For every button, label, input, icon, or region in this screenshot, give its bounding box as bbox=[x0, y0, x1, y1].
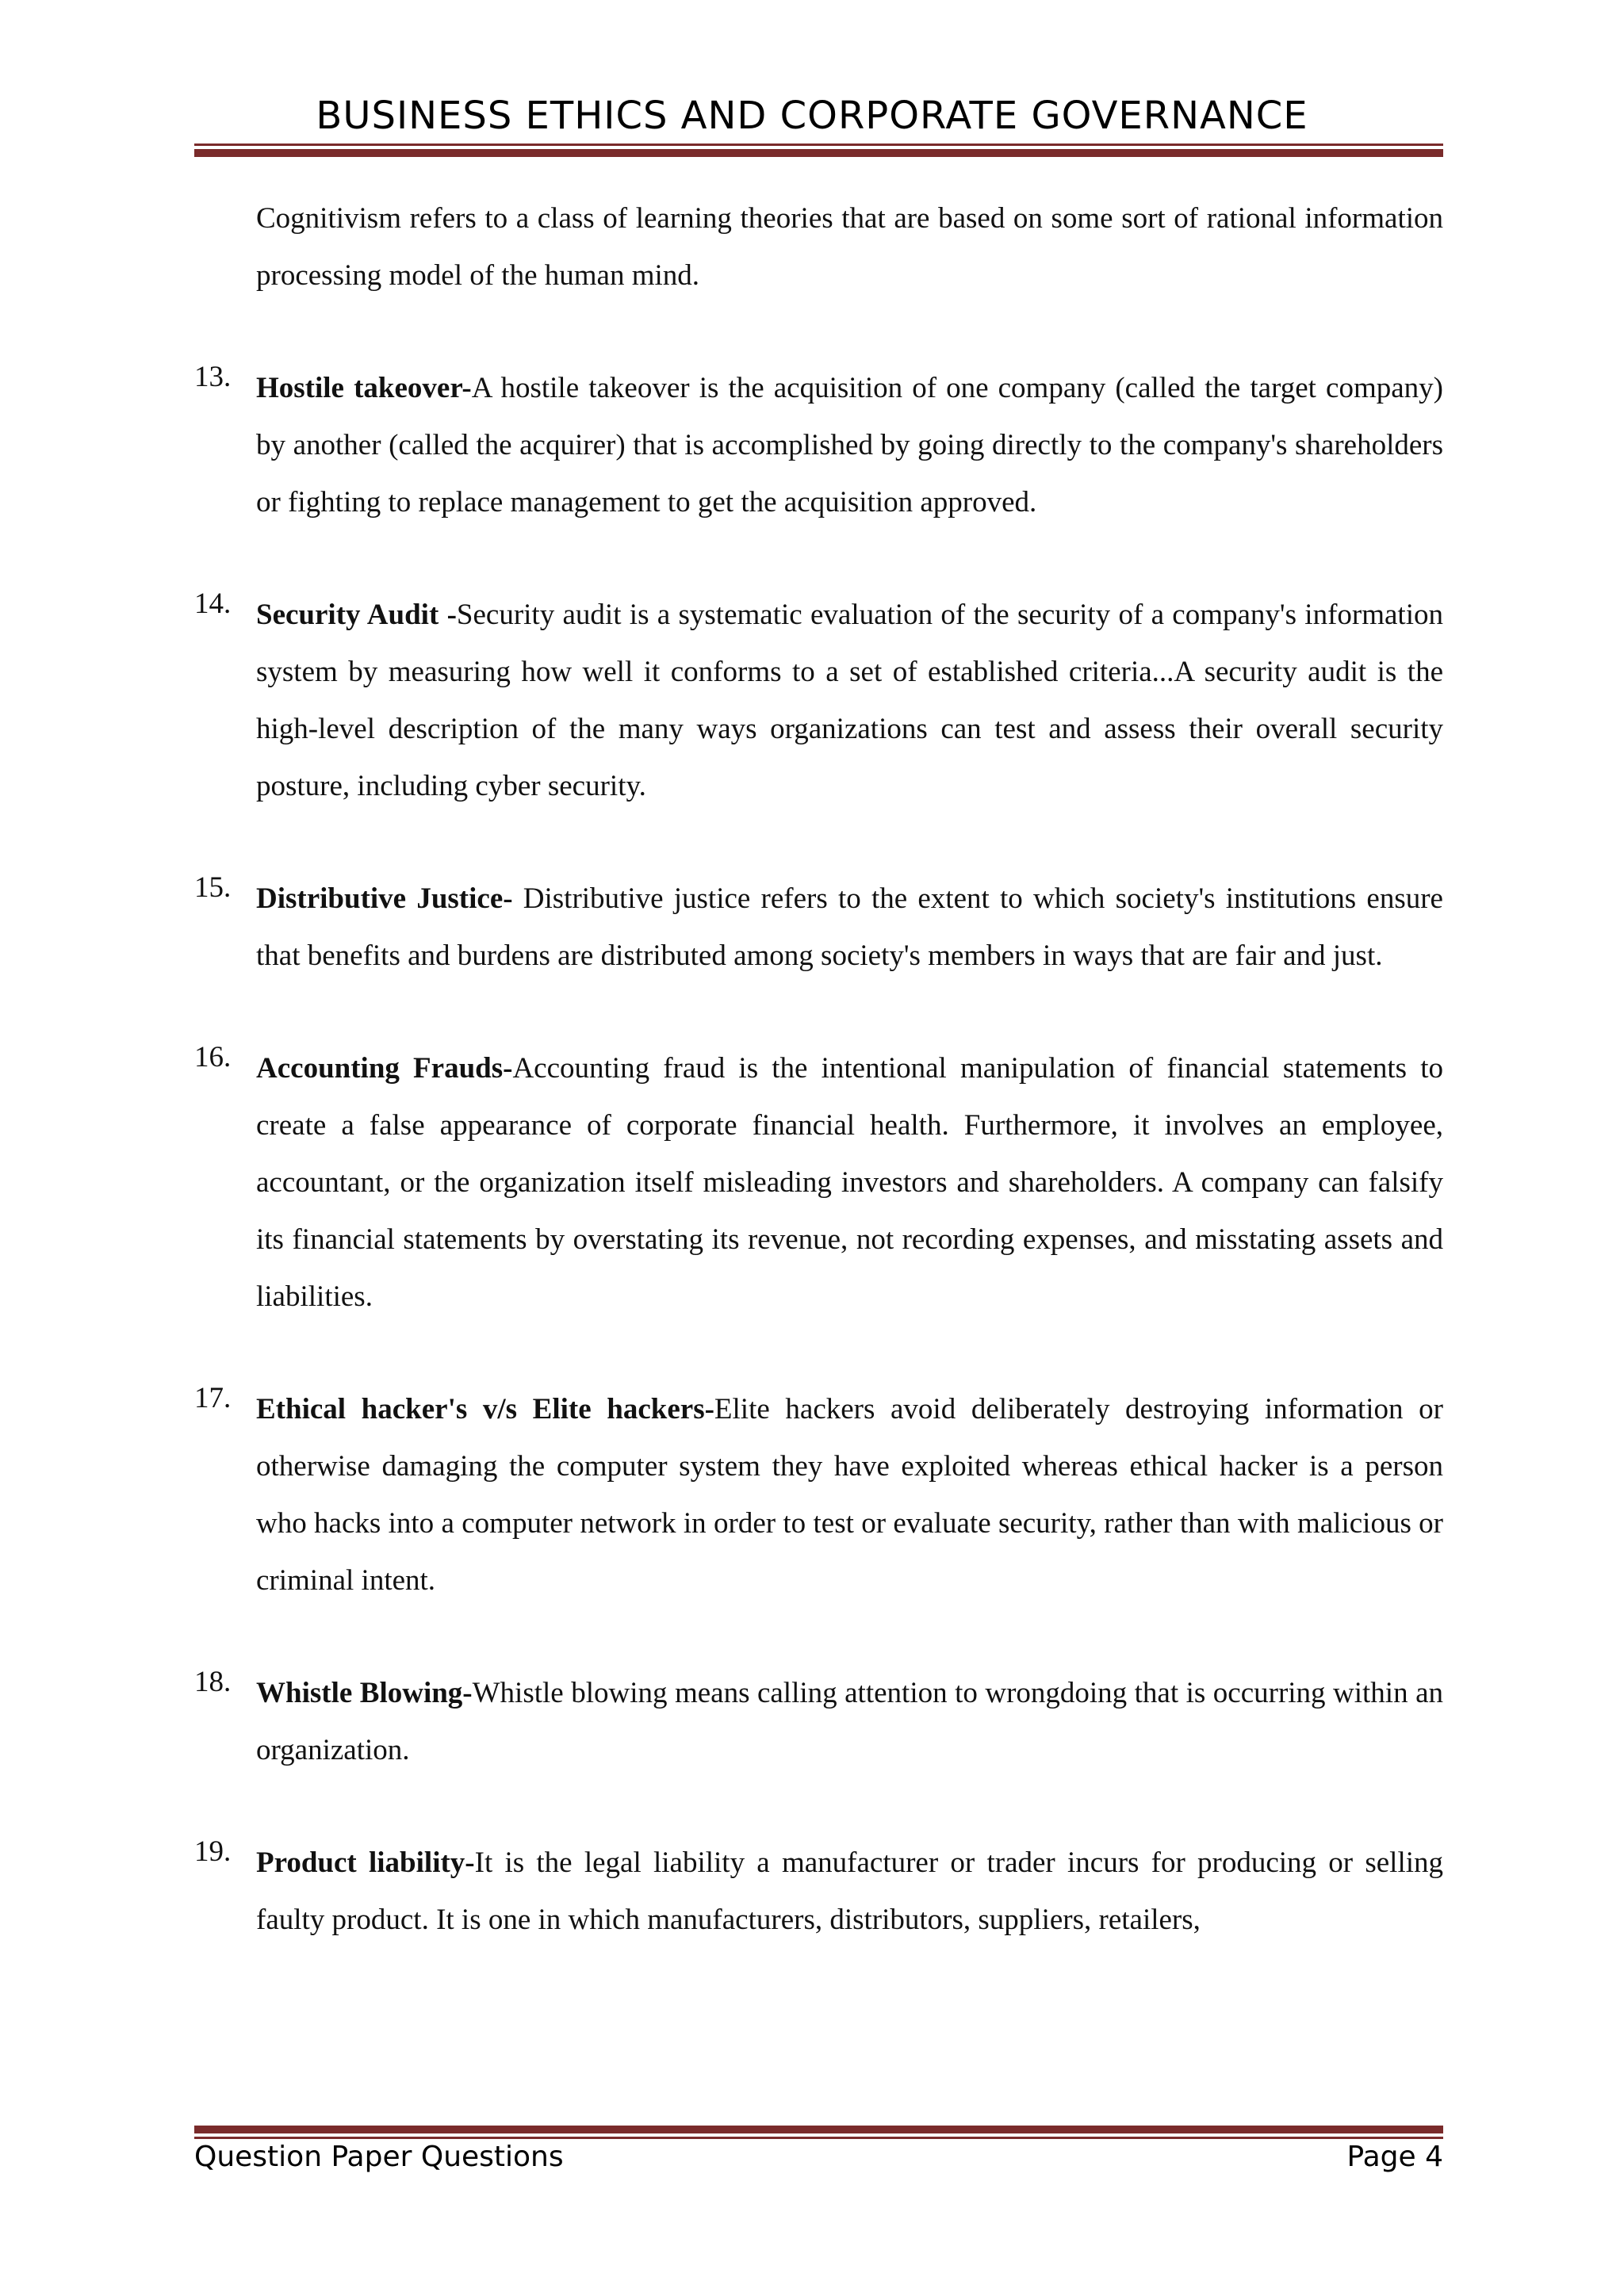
document-body bbox=[194, 190, 1443, 1949]
list-item bbox=[194, 587, 1443, 815]
item-text: Whistle blowing means calling attention to wrongdoing that is occurring within an organization. bbox=[256, 1677, 1443, 1766]
list-item bbox=[194, 871, 1443, 985]
list-item bbox=[194, 360, 1443, 531]
list-item bbox=[194, 1381, 1443, 1609]
item-term: Product liability- bbox=[256, 1846, 475, 1879]
list-item bbox=[194, 1040, 1443, 1326]
item-text: Accounting fraud is the intentional manipulation of financial statements to create a false appearance of corporate financial health. Furthermore, it involves an employee, accountant, or the organization itself misleading investors and shareholders. A company can falsify its financial statements by overstating its revenue, not recording expenses, and misstating assets and liabilities. bbox=[256, 1052, 1443, 1313]
item-number: 17. bbox=[194, 1382, 232, 1414]
footer-left-text: Question Paper Questions bbox=[194, 2141, 564, 2173]
item-term: Security Audit - bbox=[256, 599, 457, 631]
item-term: Whistle Blowing- bbox=[256, 1677, 473, 1709]
item-text: It is the legal liability a manufacturer or trader incurs for producing or selling faulty product. It is one in which manufacturers, distributors, suppliers, retailers, bbox=[256, 1846, 1444, 1936]
intro-paragraph bbox=[194, 190, 1443, 304]
item-term: Accounting Frauds- bbox=[256, 1052, 513, 1085]
item-text: Elite hackers avoid deliberately destroying information or otherwise damaging the computer system they have exploited whereas ethical hacker is a person who hacks into a computer network in order to test or evaluate security, rather than with malicious or criminal intent. bbox=[256, 1393, 1443, 1597]
intro-text: Cognitivism refers to a class of learning theories that are based on some sort of rational information processing model of the human mind. bbox=[256, 202, 1443, 292]
item-number: 16. bbox=[194, 1041, 232, 1073]
item-text: Security audit is a systematic evaluation of the security of a company's information system by measuring how well it conforms to a set of established criteria...A security audit is the high-level description of the many ways organizations can test and assess their overall security posture, including cyber security. bbox=[256, 599, 1443, 802]
item-term: Distributive Justice- bbox=[256, 882, 513, 915]
footer-rule bbox=[194, 2126, 1443, 2139]
header-rule bbox=[194, 144, 1443, 157]
item-text: Distributive justice refers to the extent to which society's institutions ensure that benefits and burdens are distributed among society's members in ways that are fair and just. bbox=[256, 882, 1443, 972]
item-number: 14. bbox=[194, 587, 232, 620]
item-text: A hostile takeover is the acquisition of one company (called the target company) by another (called the acquirer) that is accomplished by going directly to the company's shareholders or fighting to replace management to get the acquisition approved. bbox=[256, 372, 1443, 519]
list-item bbox=[194, 1665, 1443, 1779]
item-number: 15. bbox=[194, 871, 232, 904]
list-item bbox=[194, 1835, 1443, 1949]
item-number: 13. bbox=[194, 361, 232, 393]
item-number: 19. bbox=[194, 1835, 232, 1868]
page-header-title: BUSINESS ETHICS AND CORPORATE GOVERNANCE bbox=[316, 94, 1308, 138]
item-number: 18. bbox=[194, 1666, 232, 1698]
page-number: Page 4 bbox=[1346, 2141, 1443, 2173]
item-term: Hostile takeover- bbox=[256, 372, 472, 404]
item-term: Ethical hacker's v/s Elite hackers- bbox=[256, 1393, 714, 1425]
